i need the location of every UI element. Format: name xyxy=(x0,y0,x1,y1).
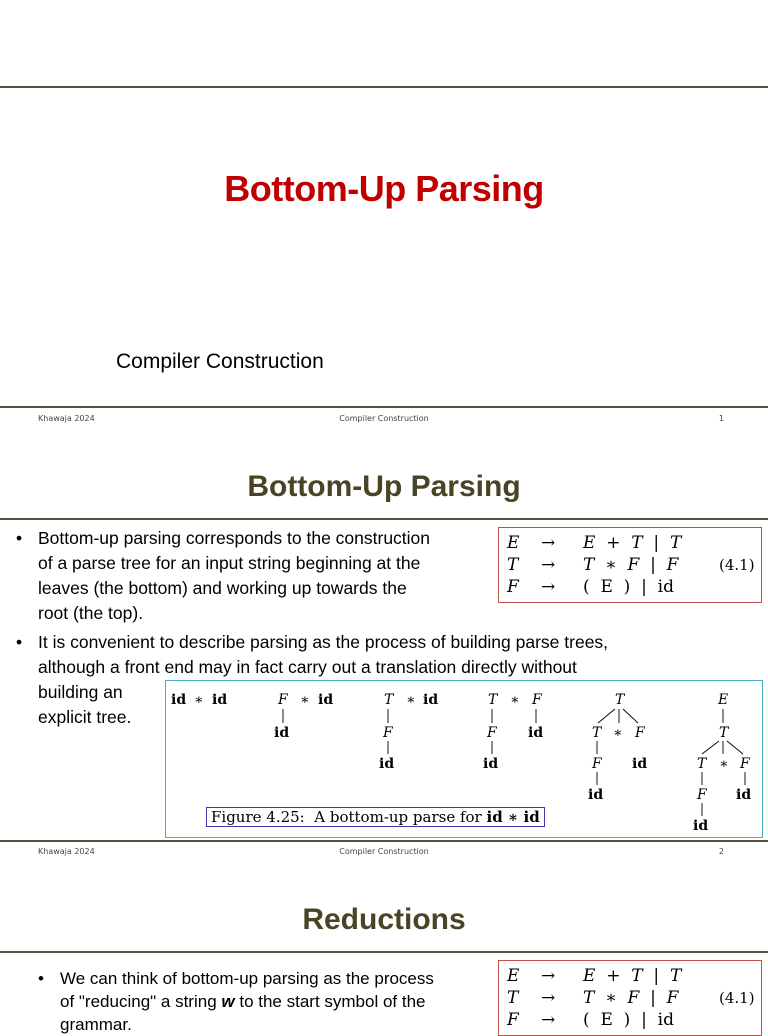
slide3-bullet-1 xyxy=(38,967,490,1036)
bullet-line: although a front end may in fact carry out a translation directly without xyxy=(38,657,577,677)
figure-caption xyxy=(206,807,545,827)
footer-page-number: 2 xyxy=(718,847,724,856)
tree-node: T xyxy=(615,692,625,708)
grammar-rhs: ( E ) | id xyxy=(583,1010,674,1030)
grammar-rhs: T ∗ F | F xyxy=(583,988,679,1008)
bullet-text: to the start symbol of the xyxy=(234,992,426,1011)
grammar-arrow: → xyxy=(541,1010,556,1030)
footer-author: Khawaja 2024 xyxy=(38,414,95,423)
bullet-line: grammar. xyxy=(60,1015,132,1034)
tree-node: T xyxy=(697,756,707,772)
tree-node: T xyxy=(592,725,602,741)
grammar-arrow: → xyxy=(541,988,556,1008)
tree-node: E xyxy=(718,692,729,708)
tree-node: id xyxy=(483,756,499,772)
slide1-bottom-rule xyxy=(0,406,768,408)
bullet-line xyxy=(60,990,490,1013)
bullet-dot: • xyxy=(16,528,23,548)
grammar-equation-label: (4.1) xyxy=(719,556,755,574)
tree-node: T xyxy=(384,692,394,708)
bullet-line: Bottom-up parsing corresponds to the construction xyxy=(38,528,431,548)
tree-node: ∗ xyxy=(510,692,520,708)
grammar-rhs: E + T | T xyxy=(583,533,682,553)
caption-expression: id ∗ id xyxy=(486,808,540,826)
grammar-arrow: → xyxy=(541,966,556,986)
grammar-row xyxy=(507,533,519,553)
slide3-title: Reductions xyxy=(302,903,466,936)
grammar-arrow: → xyxy=(541,533,556,553)
tree-node: ∗ xyxy=(194,692,204,708)
tree-node: ∗ xyxy=(613,725,623,741)
tree-node: ∗ xyxy=(406,692,416,708)
tree-node: F xyxy=(487,725,497,741)
grammar-row xyxy=(507,577,519,597)
slide2-title-rule xyxy=(0,518,768,520)
tree-node: id xyxy=(528,725,544,741)
grammar-lhs: E xyxy=(507,533,520,553)
grammar-lhs: F xyxy=(507,577,519,597)
slide1-title: Bottom-Up Parsing xyxy=(224,168,544,209)
tree-node: F xyxy=(278,692,288,708)
tree-node: id xyxy=(318,692,334,708)
bullet-dot: • xyxy=(16,632,23,652)
grammar-rhs: ( E ) | id xyxy=(583,577,674,597)
parse-figure-box xyxy=(165,680,763,838)
tree-node: F xyxy=(740,756,750,772)
tree-node: F xyxy=(383,725,393,741)
grammar-rhs: T ∗ F | F xyxy=(583,555,679,575)
caption-text: Figure 4.25: A bottom-up parse for xyxy=(211,808,487,826)
grammar-arrow: → xyxy=(541,577,556,597)
grammar-lhs: T xyxy=(507,988,519,1008)
bullet-string-w: w xyxy=(221,992,235,1011)
tree-node: id xyxy=(423,692,439,708)
footer-page-number: 1 xyxy=(718,414,724,423)
footer-author: Khawaja 2024 xyxy=(38,847,95,856)
tree-node: F xyxy=(697,787,707,803)
grammar-lhs: F xyxy=(507,1010,519,1030)
bullet-line: of a parse tree for an input string beginning at the xyxy=(38,553,421,573)
tree-node: ∗ xyxy=(719,756,729,772)
tree-node: F xyxy=(635,725,645,741)
slide2-bottom-rule xyxy=(0,840,768,842)
bullet-line: leaves (the bottom) and working up towards the xyxy=(38,578,407,598)
tree-node: id xyxy=(274,725,290,741)
bullet-line: We can think of bottom-up parsing as the process xyxy=(60,969,434,988)
tree-node: id xyxy=(632,756,648,772)
bullet-dot: • xyxy=(38,969,44,988)
tree-node: id xyxy=(171,692,187,708)
tree-node: F xyxy=(532,692,542,708)
grammar-equation-label: (4.1) xyxy=(719,989,755,1007)
grammar-row xyxy=(507,555,518,575)
tree-node: id xyxy=(212,692,228,708)
bullet-line: root (the top). xyxy=(38,603,144,623)
footer-course: Compiler Construction xyxy=(339,414,429,423)
slide2-bullet-1 xyxy=(16,526,498,626)
tree-node: id xyxy=(736,787,752,803)
bullet-line: building an xyxy=(38,682,123,702)
slide2-title: Bottom-Up Parsing xyxy=(247,470,521,503)
grammar-lhs: T xyxy=(507,555,519,575)
tree-node: T xyxy=(488,692,498,708)
bullet-line: explicit tree. xyxy=(38,707,132,727)
slide1-top-rule xyxy=(0,86,768,88)
tree-node: id xyxy=(379,756,395,772)
tree-node: id xyxy=(588,787,604,803)
tree-node: F xyxy=(592,756,602,772)
tree-node: id xyxy=(693,818,709,834)
slide3-title-rule xyxy=(0,951,768,953)
slide1-subtitle: Compiler Construction xyxy=(116,350,324,373)
grammar-arrow: → xyxy=(541,555,556,575)
footer-course: Compiler Construction xyxy=(339,847,429,856)
bullet-text: of "reducing" a string xyxy=(60,992,222,1011)
grammar-lhs: E xyxy=(507,966,520,986)
tree-node: ∗ xyxy=(300,692,310,708)
slide2-grammar-box xyxy=(498,527,762,603)
bullet-line: It is convenient to describe parsing as the process of building parse trees, xyxy=(38,632,609,652)
tree-node: T xyxy=(719,725,729,741)
grammar-rhs: E + T | T xyxy=(583,966,682,986)
slide3-grammar-box xyxy=(498,960,762,1036)
